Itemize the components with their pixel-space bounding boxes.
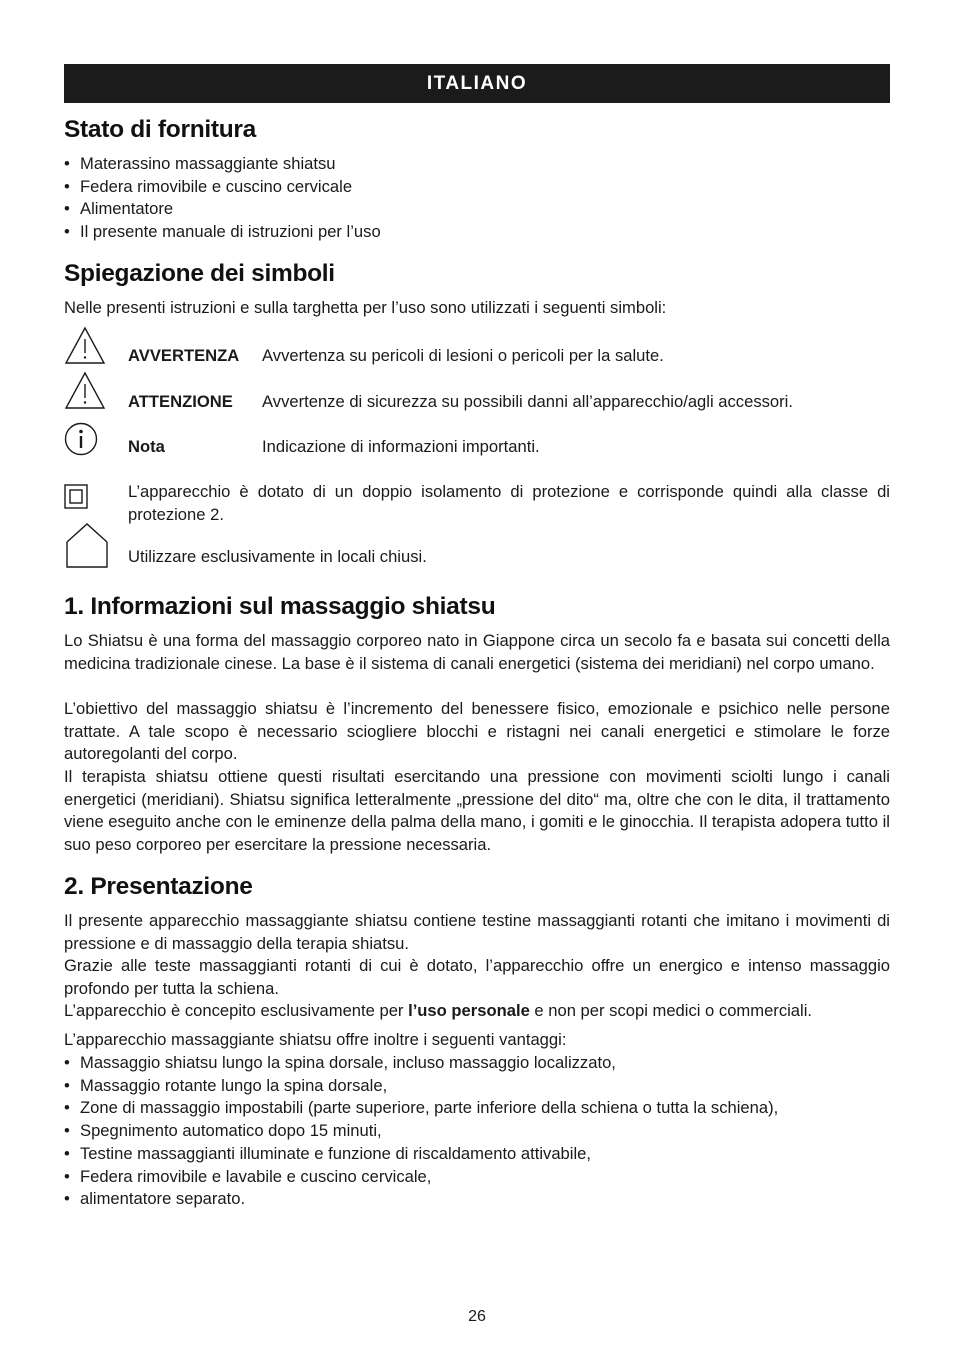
list-item: • Materassino massaggiante shiatsu (64, 153, 381, 176)
section1-paragraph: Lo Shiatsu è una forma del massaggio corporeo nato in Giappone circa un secolo fa e basata sui concetti della medicina tradizionale cinese. La base è il sistema di canali energetici (sistema dei meridiani) nel corpo umano. (64, 631, 890, 673)
personal-use-post: e non per scopi medici o commerciali. (529, 1001, 813, 1020)
class2-text: L’apparecchio è dotato di un doppio isolamento di protezione e corrisponde quindi alla classe di protezione 2. (128, 482, 890, 524)
personal-use-pre: L’apparecchio è concepito esclusivamente per (64, 1001, 409, 1020)
house-icon (64, 521, 110, 574)
list-item: • Federa rimovibile e cuscino cervicale (64, 176, 381, 199)
delivery-list (64, 153, 381, 244)
page-number: 26 (468, 1308, 486, 1325)
indoor-text: Utilizzare esclusivamente in locali chiusi. (128, 547, 427, 566)
symbol-row-caution (64, 371, 890, 413)
caution-triangle-icon (64, 371, 106, 416)
symbol-row-indoor (64, 521, 890, 571)
list-item: • Alimentatore (64, 198, 381, 221)
symbol-row-note (64, 422, 890, 462)
symbol-term: Nota (128, 437, 165, 456)
symbols-intro: Nelle presenti istruzioni e sulla targhetta per l’uso sono utilizzati i seguenti simboli: (64, 298, 667, 317)
section1-paragraph: Il terapista shiatsu ottiene questi risultati esercitando una pressione con movimenti sciolti lungo i canali energetici (meridiani). Shiatsu significa letteralmente „pressione del dito“ ma, oltre che con le dita, il trattamento viene eseguito anche con le eminenze della palma della mano, i gomiti e le ginocchia. Il terapista adopera tutto il suo peso corporeo per esercitare la pressione necessaria. (64, 767, 890, 854)
symbol-desc: Avvertenza su pericoli di lesioni o pericoli per la salute. (262, 346, 664, 365)
list-item: • Spegnimento automatico dopo 15 minuti, (64, 1120, 778, 1143)
section1-title: 1. Informazioni sul massaggio shiatsu (64, 593, 496, 620)
section2-paragraph: Grazie alle teste massaggianti rotanti di cui è dotato, l’apparecchio offre un energico e intenso massaggio profondo per tutta la schiena. (64, 956, 890, 998)
info-icon (64, 422, 98, 461)
section1-paragraph: L’obiettivo del massaggio shiatsu è l’incremento del benessere fisico, emozionale e psichico nelle persone trattate. A tale scopo è necessario sciogliere blocchi e ristagni nei canali energetici e stimolare le forze autoregolanti del corpo. (64, 699, 890, 764)
symbol-row-warning (64, 326, 890, 368)
list-item: • Testine massaggianti illuminate e funzione di riscaldamento attivabile, (64, 1143, 778, 1166)
list-item: • Massaggio rotante lungo la spina dorsale, (64, 1075, 778, 1098)
symbol-desc: Avvertenze di sicurezza su possibili danni all’apparecchio/agli accessori. (262, 392, 793, 411)
section2-paragraph: Il presente apparecchio massaggiante shiatsu contiene testine massaggianti rotanti che imitano i movimenti di pressione e di massaggio della terapia shiatsu. (64, 911, 890, 953)
advantages-list (64, 1052, 778, 1211)
symbol-term: ATTENZIONE (128, 392, 233, 411)
language-header: ITALIANO (64, 64, 890, 103)
list-item: • Il presente manuale di istruzioni per l’uso (64, 221, 381, 244)
section2-title: 2. Presentazione (64, 873, 253, 900)
warning-triangle-icon (64, 326, 106, 371)
list-item: • Zone di massaggio impostabili (parte superiore, parte inferiore della schiena o tutta la schiena), (64, 1097, 778, 1120)
double-insulation-icon (64, 484, 88, 515)
list-item: • alimentatore separato. (64, 1188, 778, 1211)
symbols-title: Spiegazione dei simboli (64, 260, 335, 287)
symbol-term: AVVERTENZA (128, 346, 240, 365)
advantages-intro: L’apparecchio massaggiante shiatsu offre inoltre i seguenti vantaggi: (64, 1030, 567, 1049)
symbol-desc: Indicazione di informazioni importanti. (262, 437, 540, 456)
section2-paragraph (64, 1000, 890, 1023)
delivery-title: Stato di fornitura (64, 116, 256, 143)
list-item: • Federa rimovibile e lavabile e cuscino cervicale, (64, 1166, 778, 1189)
list-item: • Massaggio shiatsu lungo la spina dorsale, incluso massaggio localizzato, (64, 1052, 778, 1075)
personal-use-bold: l’uso personale (408, 1001, 530, 1020)
